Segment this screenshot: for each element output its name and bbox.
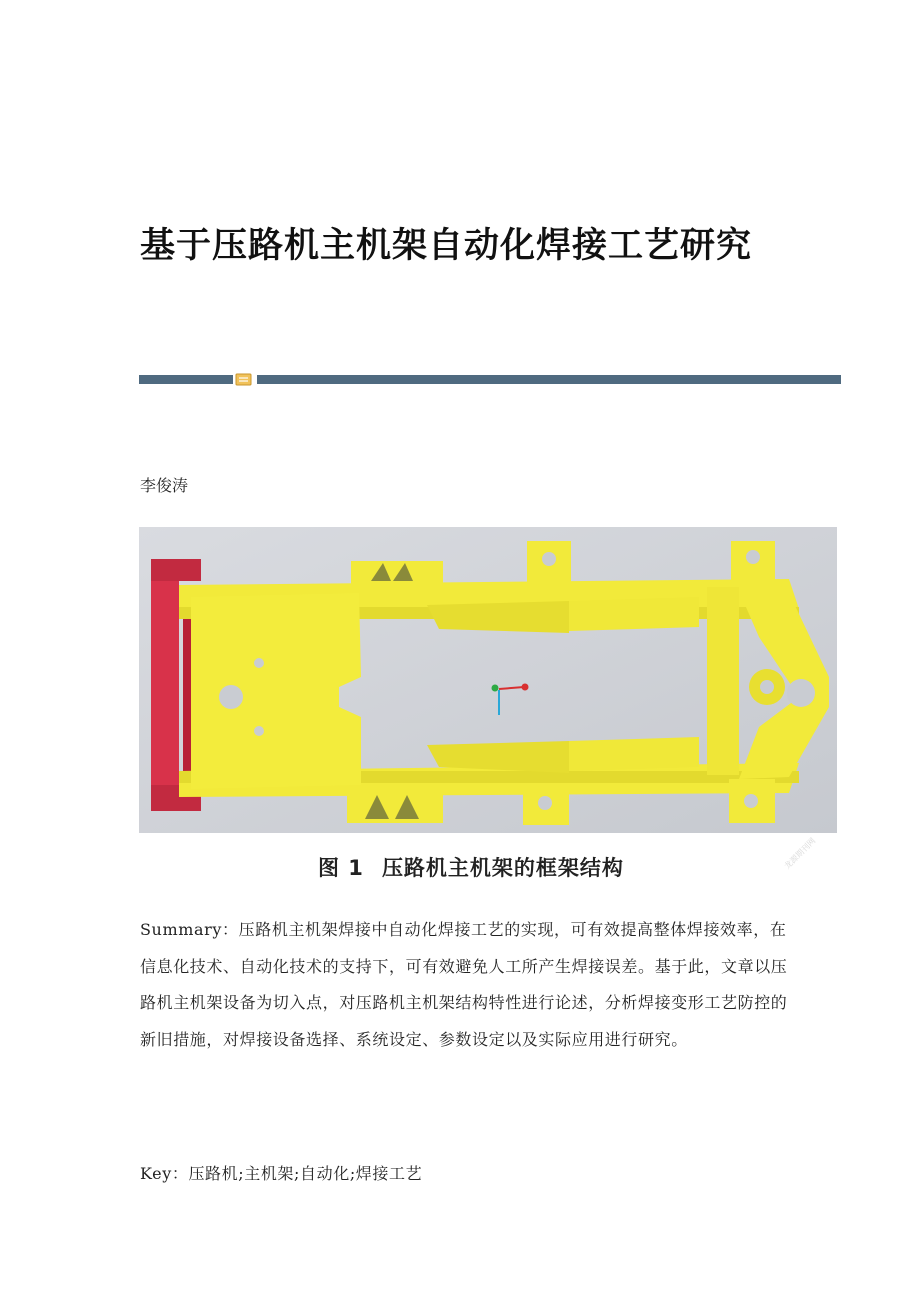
document-icon <box>235 373 252 386</box>
watermark-text: 龙源期刊网 <box>782 836 818 871</box>
summary-paragraph <box>140 912 790 1058</box>
keywords-text: 压路机;主机架;自动化;焊接工艺 <box>188 1164 423 1183</box>
divider-left <box>139 375 233 384</box>
paper-title: 基于压路机主机架自动化焊接工艺研究 <box>140 225 753 266</box>
summary-label: Summary： <box>140 920 239 939</box>
keywords-line <box>140 1161 422 1184</box>
figure-caption-text: 压路机主机架的框架结构 <box>381 856 624 880</box>
figure-label: 图 1 <box>318 856 364 880</box>
author-name: 李俊涛 <box>140 476 189 495</box>
frame-structure-figure <box>139 527 837 833</box>
figure-caption <box>318 852 624 882</box>
summary-text: 压路机主机架焊接中自动化焊接工艺的实现，可有效提高整体焊接效率，在信息化技术、自动化技术的支持下，可有效避免人工所产生焊接误差。基于此，文章以压路机主机架设备为切入点，对压路机主机架结构特性进行论述，分析焊接变形工艺防控的新旧措施，对焊接设备选择、系统设定、参数设定以及实际应用进行研究。 <box>140 920 788 1049</box>
keywords-label: Key： <box>140 1164 189 1183</box>
divider-right <box>257 375 841 384</box>
